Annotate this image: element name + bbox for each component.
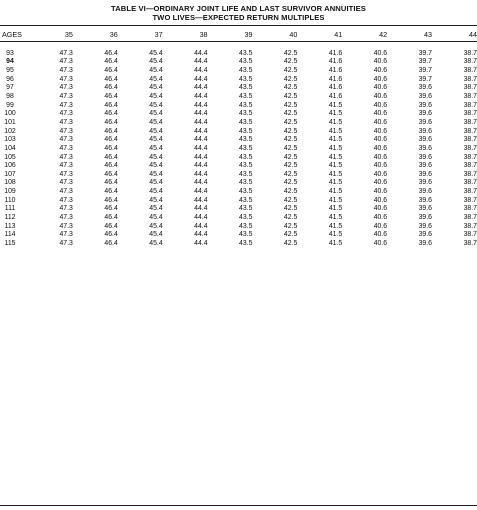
spacer-cell	[0, 41, 477, 50]
table-cell: 46.4	[104, 58, 118, 66]
table-cell: 42.5	[283, 144, 298, 152]
table-cell: 47.3	[59, 222, 73, 230]
table-cell: 46.4	[104, 84, 118, 92]
age-column-header: 35	[64, 30, 73, 39]
table-cell: 45.4	[149, 110, 163, 118]
table-cell: 41.5	[328, 240, 343, 248]
table-cell: 41.5	[328, 179, 343, 187]
age-column-header: 42	[379, 30, 388, 39]
table-row	[0, 84, 477, 93]
table-cell: 47.3	[59, 75, 73, 83]
table-cell: 45.4	[149, 144, 163, 152]
table-cell: 43.5	[239, 153, 253, 161]
table-row	[0, 128, 477, 137]
table-cell: 47.3	[59, 144, 73, 152]
table-cell: 45.4	[149, 75, 163, 83]
table-cell: 39.6	[418, 136, 433, 144]
table-cell: 47.3	[59, 205, 73, 213]
table-cell: 40.6	[373, 84, 388, 92]
table-cell: 43.5	[239, 231, 253, 239]
table-cell: 40.6	[373, 162, 388, 170]
table-cell: 46.4	[104, 188, 118, 196]
table-cell: 40.6	[373, 188, 388, 196]
table-row	[0, 145, 477, 154]
table-cell: 46.4	[104, 170, 118, 178]
table-cell: 44.4	[194, 153, 208, 161]
table-cell: 39.6	[418, 240, 433, 248]
row-age-label: 115	[4, 240, 16, 248]
table-cell: 43.5	[239, 196, 253, 204]
table-cell: 45.4	[149, 170, 163, 178]
table-cell: 47.3	[59, 127, 73, 135]
table-cell: 43.5	[239, 222, 253, 230]
table-cell: 41.5	[328, 110, 343, 118]
row-age-label: 100	[4, 110, 16, 118]
table-cell: 42.5	[283, 240, 298, 248]
table-row	[0, 58, 477, 67]
age-column-header: 38	[199, 30, 208, 39]
table-title-line-2: TWO LIVES—EXPECTED RETURN MULTIPLES	[152, 13, 325, 22]
table-row	[0, 231, 477, 240]
table-cell: 47.3	[59, 58, 73, 66]
table-cell: 42.5	[283, 49, 298, 57]
table-cell: 45.4	[149, 179, 163, 187]
row-age-label: 97	[6, 84, 14, 92]
table-cell: 38.7	[463, 136, 477, 144]
table-cell: 46.4	[104, 205, 118, 213]
table-cell: 44.4	[194, 127, 208, 135]
table-cell: 38.7	[463, 205, 477, 213]
top-rule	[0, 25, 477, 26]
table-cell: 41.5	[328, 162, 343, 170]
table-cell: 41.5	[328, 127, 343, 135]
table-cell: 46.4	[104, 110, 118, 118]
table-cell: 39.6	[418, 101, 433, 109]
table-cell: 46.4	[104, 118, 118, 126]
table-cell: 43.5	[239, 214, 253, 222]
table-cell: 39.7	[418, 49, 433, 57]
ages-column-header: AGES	[2, 30, 22, 39]
table-cell: 40.6	[373, 214, 388, 222]
table-cell: 41.6	[328, 66, 343, 74]
table-row	[0, 93, 477, 102]
table-cell: 47.3	[59, 92, 73, 100]
table-cell: 44.4	[194, 214, 208, 222]
table-cell: 42.5	[283, 127, 298, 135]
table-row	[0, 154, 477, 163]
table-cell: 38.7	[463, 240, 477, 248]
table-cell: 43.5	[239, 118, 253, 126]
row-age-label: 93	[6, 49, 14, 57]
table-cell: 44.4	[194, 92, 208, 100]
row-age-label: 104	[4, 144, 16, 152]
row-age-label: 112	[4, 214, 16, 222]
table-cell: 46.4	[104, 127, 118, 135]
table-cell: 42.5	[283, 136, 298, 144]
table-cell: 39.6	[418, 214, 433, 222]
table-cell: 43.5	[239, 66, 253, 74]
table-cell: 47.3	[59, 240, 73, 248]
table-cell: 39.7	[418, 75, 433, 83]
table-cell: 38.7	[463, 222, 477, 230]
table-cell: 42.5	[283, 92, 298, 100]
table-cell: 41.5	[328, 170, 343, 178]
table-cell: 42.5	[283, 231, 298, 239]
table-cell: 44.4	[194, 136, 208, 144]
table-cell: 46.4	[104, 153, 118, 161]
table-cell: 45.4	[149, 240, 163, 248]
table-cell: 43.5	[239, 58, 253, 66]
table-cell: 44.4	[194, 222, 208, 230]
table-cell: 38.7	[463, 179, 477, 187]
row-age-label: 98	[6, 92, 14, 100]
row-age-label: 107	[4, 170, 16, 178]
table-cell: 38.7	[463, 214, 477, 222]
table-row	[0, 223, 477, 232]
table-cell: 42.5	[283, 75, 298, 83]
age-column-header: 43	[424, 30, 433, 39]
table-cell: 43.5	[239, 188, 253, 196]
row-age-label: 111	[4, 205, 16, 213]
table-row	[0, 136, 477, 145]
table-cell: 46.4	[104, 214, 118, 222]
table-cell: 38.7	[463, 127, 477, 135]
table-cell: 39.7	[418, 66, 433, 74]
table-cell: 43.5	[239, 205, 253, 213]
table-cell: 44.4	[194, 205, 208, 213]
table-cell: 47.3	[59, 214, 73, 222]
table-cell: 43.5	[239, 92, 253, 100]
table-cell: 39.6	[418, 179, 433, 187]
row-age-label: 96	[6, 75, 14, 83]
table-cell: 45.4	[149, 127, 163, 135]
table-cell: 39.6	[418, 118, 433, 126]
table-cell: 38.7	[463, 196, 477, 204]
table-cell: 39.6	[418, 127, 433, 135]
table-cell: 46.4	[104, 92, 118, 100]
row-age-label: 113	[4, 222, 16, 230]
table-cell: 46.4	[104, 222, 118, 230]
table-cell: 46.4	[104, 49, 118, 57]
table-cell: 38.7	[463, 75, 477, 83]
table-cell: 47.3	[59, 188, 73, 196]
table-row	[0, 102, 477, 111]
table-cell: 44.4	[194, 110, 208, 118]
row-age-label: 99	[6, 101, 14, 109]
table-cell: 38.7	[463, 58, 477, 66]
row-age-label: 114	[4, 231, 16, 239]
table-cell: 39.6	[418, 196, 433, 204]
table-cell: 45.4	[149, 66, 163, 74]
table-cell: 45.4	[149, 205, 163, 213]
table-cell: 41.5	[328, 101, 343, 109]
table-row	[0, 67, 477, 76]
table-cell: 45.4	[149, 49, 163, 57]
table-cell: 45.4	[149, 92, 163, 100]
table-cell: 40.6	[373, 240, 388, 248]
row-age-label: 95	[6, 66, 14, 74]
table-cell: 39.6	[418, 170, 433, 178]
table-cell: 45.4	[149, 188, 163, 196]
age-column-header: 39	[244, 30, 253, 39]
table-cell: 39.6	[418, 205, 433, 213]
table-cell: 43.5	[239, 75, 253, 83]
table-cell: 43.5	[239, 84, 253, 92]
table-cell: 44.4	[194, 49, 208, 57]
table-cell: 39.7	[418, 58, 433, 66]
table-cell: 40.6	[373, 222, 388, 230]
table-cell: 44.4	[194, 75, 208, 83]
age-column-header: 44	[469, 30, 477, 39]
table-cell: 45.4	[149, 136, 163, 144]
age-column-header: 40	[289, 30, 298, 39]
table-cell: 44.4	[194, 144, 208, 152]
table-cell: 45.4	[149, 153, 163, 161]
table-cell: 41.5	[328, 118, 343, 126]
table-cell: 42.5	[283, 205, 298, 213]
table-cell: 47.3	[59, 118, 73, 126]
table-cell: 39.6	[418, 84, 433, 92]
table-title	[0, 4, 477, 22]
table-cell: 42.5	[283, 66, 298, 74]
table-cell: 46.4	[104, 66, 118, 74]
table-cell: 38.7	[463, 118, 477, 126]
table-cell: 39.6	[418, 92, 433, 100]
table-cell: 47.3	[59, 170, 73, 178]
table-cell: 42.5	[283, 101, 298, 109]
table-cell: 47.3	[59, 179, 73, 187]
table-cell: 46.4	[104, 136, 118, 144]
table-cell: 47.3	[59, 66, 73, 74]
table-row	[0, 76, 477, 85]
table-cell: 44.4	[194, 196, 208, 204]
table-cell: 38.7	[463, 144, 477, 152]
table-body	[0, 41, 477, 249]
table-cell: 41.6	[328, 92, 343, 100]
table-cell: 46.4	[104, 179, 118, 187]
table-cell: 42.5	[283, 118, 298, 126]
table-cell: 47.3	[59, 136, 73, 144]
table-cell: 40.6	[373, 179, 388, 187]
table-cell: 46.4	[104, 144, 118, 152]
table-cell: 44.4	[194, 162, 208, 170]
table-cell: 39.6	[418, 231, 433, 239]
age-column-header: 37	[154, 30, 163, 39]
table-cell: 46.4	[104, 196, 118, 204]
table-cell: 38.7	[463, 162, 477, 170]
table-cell: 40.6	[373, 231, 388, 239]
table-title-line-1: TABLE VI—ORDINARY JOINT LIFE AND LAST SURVIVOR ANNUITIES	[111, 4, 366, 13]
row-age-label: 101	[4, 118, 16, 126]
table-cell: 44.4	[194, 240, 208, 248]
table-cell: 46.4	[104, 231, 118, 239]
table-cell: 38.7	[463, 66, 477, 74]
table-cell: 43.5	[239, 144, 253, 152]
table-cell: 44.4	[194, 179, 208, 187]
table-cell: 43.5	[239, 179, 253, 187]
table-cell: 41.6	[328, 84, 343, 92]
header-spacer-row	[0, 41, 477, 50]
table-row	[0, 162, 477, 171]
table-cell: 42.5	[283, 179, 298, 187]
table-row	[0, 205, 477, 214]
table-cell: 40.6	[373, 136, 388, 144]
table-cell: 44.4	[194, 58, 208, 66]
table-cell: 46.4	[104, 162, 118, 170]
table-cell: 42.5	[283, 222, 298, 230]
table-cell: 47.3	[59, 49, 73, 57]
table-cell: 38.7	[463, 49, 477, 57]
bottom-rule	[0, 505, 477, 506]
table-cell: 47.3	[59, 110, 73, 118]
table-cell: 42.5	[283, 58, 298, 66]
table-cell: 41.5	[328, 196, 343, 204]
table-cell: 38.7	[463, 101, 477, 109]
table-cell: 43.5	[239, 127, 253, 135]
table-cell: 40.6	[373, 110, 388, 118]
table-cell: 39.6	[418, 144, 433, 152]
table-cell: 42.5	[283, 214, 298, 222]
age-column-header: 36	[109, 30, 118, 39]
table-cell: 43.5	[239, 170, 253, 178]
table-cell: 38.7	[463, 84, 477, 92]
table-cell: 45.4	[149, 101, 163, 109]
table-cell: 40.6	[373, 118, 388, 126]
table-cell: 42.5	[283, 170, 298, 178]
table-cell: 45.4	[149, 231, 163, 239]
table-cell: 41.5	[328, 231, 343, 239]
table-cell: 43.5	[239, 162, 253, 170]
table-cell: 43.5	[239, 136, 253, 144]
table-cell: 45.4	[149, 162, 163, 170]
row-age-label: 103	[4, 136, 16, 144]
table-cell: 44.4	[194, 231, 208, 239]
table-cell: 39.6	[418, 110, 433, 118]
table-cell: 44.4	[194, 188, 208, 196]
table-cell: 47.3	[59, 84, 73, 92]
row-age-label: 108	[4, 179, 16, 187]
table-cell: 43.5	[239, 49, 253, 57]
table-cell: 39.6	[418, 153, 433, 161]
table-cell: 42.5	[283, 153, 298, 161]
table-cell: 42.5	[283, 196, 298, 204]
table-cell: 47.3	[59, 101, 73, 109]
table-cell: 40.6	[373, 92, 388, 100]
table-cell: 41.5	[328, 222, 343, 230]
table-cell: 47.3	[59, 231, 73, 239]
table-cell: 40.6	[373, 49, 388, 57]
table-row	[0, 171, 477, 180]
table-cell: 44.4	[194, 66, 208, 74]
row-age-label: 102	[4, 127, 16, 135]
table-cell: 41.6	[328, 58, 343, 66]
row-age-label: 110	[4, 196, 16, 204]
table-cell: 42.5	[283, 188, 298, 196]
row-age-label: 106	[4, 162, 16, 170]
table-cell: 40.6	[373, 58, 388, 66]
table-cell: 38.7	[463, 170, 477, 178]
table-cell: 46.4	[104, 75, 118, 83]
table-cell: 40.6	[373, 66, 388, 74]
table-cell: 43.5	[239, 110, 253, 118]
row-age-label: 105	[4, 153, 16, 161]
table-cell: 45.4	[149, 214, 163, 222]
table-cell: 44.4	[194, 118, 208, 126]
table-row	[0, 240, 477, 249]
table-cell: 40.6	[373, 205, 388, 213]
table-cell: 39.6	[418, 222, 433, 230]
table-cell: 40.6	[373, 144, 388, 152]
table-row	[0, 188, 477, 197]
table-cell: 39.6	[418, 188, 433, 196]
table-cell: 39.6	[418, 162, 433, 170]
table-cell: 45.4	[149, 196, 163, 204]
table-row	[0, 197, 477, 206]
table-cell: 43.5	[239, 240, 253, 248]
table-cell: 41.5	[328, 205, 343, 213]
table-cell: 40.6	[373, 153, 388, 161]
table-cell: 47.3	[59, 196, 73, 204]
table-cell: 41.5	[328, 153, 343, 161]
table-cell: 45.4	[149, 222, 163, 230]
table-cell: 46.4	[104, 101, 118, 109]
table-cell: 44.4	[194, 170, 208, 178]
table-cell: 47.3	[59, 153, 73, 161]
table-cell: 46.4	[104, 240, 118, 248]
table-cell: 40.6	[373, 196, 388, 204]
table-cell: 43.5	[239, 101, 253, 109]
table-header-row	[0, 28, 477, 41]
table-row	[0, 119, 477, 128]
table-cell: 41.5	[328, 188, 343, 196]
table-row	[0, 110, 477, 119]
table-cell: 38.7	[463, 92, 477, 100]
row-age-label: 109	[4, 188, 16, 196]
table-row	[0, 214, 477, 223]
table-cell: 45.4	[149, 118, 163, 126]
table-cell: 42.5	[283, 162, 298, 170]
table-cell: 44.4	[194, 101, 208, 109]
table-cell: 38.7	[463, 110, 477, 118]
table-cell: 45.4	[149, 58, 163, 66]
table-cell: 47.3	[59, 162, 73, 170]
table-cell: 41.5	[328, 214, 343, 222]
row-age-label: 94	[6, 58, 14, 66]
table-cell: 41.5	[328, 144, 343, 152]
table-cell: 40.6	[373, 127, 388, 135]
table-cell: 41.6	[328, 49, 343, 57]
expected-return-multiples-table	[0, 28, 477, 249]
table-cell: 38.7	[463, 153, 477, 161]
age-column-header: 41	[334, 30, 343, 39]
table-cell: 41.5	[328, 136, 343, 144]
table-cell: 40.6	[373, 170, 388, 178]
table-cell: 38.7	[463, 231, 477, 239]
table-cell: 42.5	[283, 110, 298, 118]
table-row	[0, 50, 477, 59]
table-cell: 40.6	[373, 101, 388, 109]
table-cell: 38.7	[463, 188, 477, 196]
table-cell: 40.6	[373, 75, 388, 83]
table-row	[0, 179, 477, 188]
table-cell: 44.4	[194, 84, 208, 92]
table-cell: 41.6	[328, 75, 343, 83]
table-cell: 42.5	[283, 84, 298, 92]
table-cell: 45.4	[149, 84, 163, 92]
